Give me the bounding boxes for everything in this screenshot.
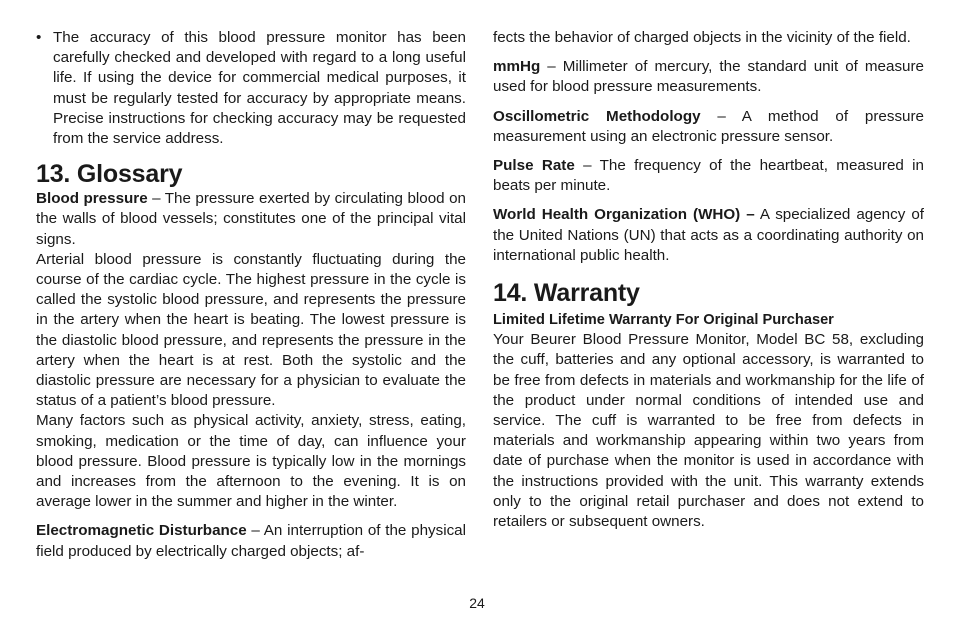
- electromagnetic-disturbance-term: Electromagnetic Disturbance: [36, 522, 247, 540]
- electromagnetic-disturbance-entry: [36, 521, 466, 561]
- who-entry: [493, 205, 924, 266]
- blood-pressure-definition: – The pressure exerted by circulating blood on the walls of blood vessels; constitutes one of the principal vital signs.: [36, 190, 466, 248]
- mmhg-entry: [493, 57, 924, 97]
- glossary-heading: 13. Glossary: [36, 160, 183, 189]
- pulse-rate-definition: – The frequency of the heartbeat, measured in beats per minute.: [493, 157, 924, 195]
- warranty-heading: 14. Warranty: [493, 279, 640, 308]
- page-number: 24: [469, 595, 485, 611]
- accuracy-bullet-text: The accuracy of this blood pressure monitor has been carefully checked and developed with regard to a long useful life. If using the device for commercial medical purposes, it must be regularly tested for accuracy by appropriate means. Precise instructions for checking accuracy may be requested from the service address.: [53, 29, 466, 148]
- oscillometric-term: Oscillometric Methodology: [493, 107, 701, 125]
- mmhg-definition: – Millimeter of mercury, the standard unit of measure used for blood pressure measurements.: [493, 58, 924, 96]
- electromagnetic-disturbance-definition: – An interruption of the physical field produced by electrically charged objects; af-: [36, 522, 466, 560]
- mmhg-term: mmHg: [493, 58, 541, 76]
- pulse-rate-entry: [493, 156, 924, 196]
- accuracy-bullet: [36, 28, 466, 149]
- warranty-subtitle: Limited Lifetime Warranty For Original Purchaser: [493, 312, 834, 329]
- left-column: [36, 28, 466, 562]
- pulse-rate-term: Pulse Rate: [493, 157, 575, 175]
- arterial-pressure-paragraph: Arterial blood pressure is constantly fluctuating during the course of the cardiac cycle. The highest pressure in the cycle is called the systolic blood pressure, and represents the pressure in the artery when the heart is beating. The lowest pressure is the diastolic blood pressure, and represents the pressure in the artery when the heart is at rest. Both the systolic and the diastolic pressure are necessary for a physician to evaluate the status of a patient’s blood pressure.: [36, 250, 466, 410]
- bullet-mark: •: [36, 29, 42, 46]
- blood-pressure-entry: [36, 189, 466, 250]
- influencing-factors-paragraph: Many factors such as physical activity, anxiety, stress, eating, smoking, medication or the time of day, can influence your blood pressure. Blood pressure is typically low in the mornings and increases from the afternoon to the evening. It is on average lower in the summer and higher in the winter.: [36, 412, 466, 511]
- oscillometric-entry: [493, 107, 924, 147]
- right-column: [493, 28, 924, 532]
- warranty-text: Your Beurer Blood Pressure Monitor, Model BC 58, excluding the cuff, batteries and any optional accessory, is warranted to be free from defects in materials and workmanship for the life of the product under normal conditions of intended use and service. The cuff is warranted to be free from defects in materials and workmanship appearing within two years from date of purchase when the monitor is used in accordance with the instructions provided with the unit. This warranty extends only to the original retail purchaser and does not extend to retailers or subsequent owners.: [493, 331, 924, 531]
- who-term: World Health Organization (WHO) –: [493, 206, 755, 224]
- electromagnetic-disturbance-continued: fects the behavior of charged objects in the vicinity of the field.: [493, 29, 911, 46]
- who-definition: A specialized agency of the United Nations (UN) that acts as a coordinating authority on international public health.: [493, 206, 924, 264]
- blood-pressure-term: Blood pressure: [36, 190, 148, 208]
- oscillometric-definition: – A method of pressure measurement using an electronic pressure sensor.: [493, 107, 924, 145]
